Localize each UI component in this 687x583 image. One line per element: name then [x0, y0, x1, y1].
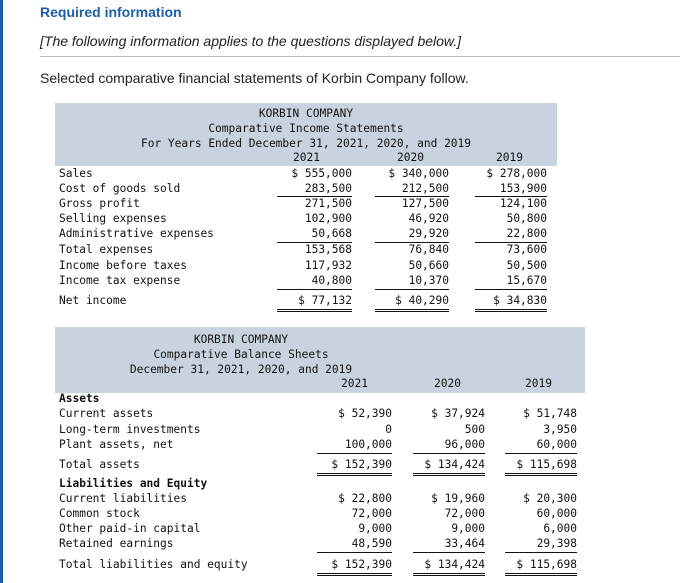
value-2020: $ 340,000 — [388, 167, 449, 180]
value-2021: $ 77,132 — [298, 294, 352, 307]
row-label: Cost of goods sold — [59, 182, 181, 195]
value-2019: 15,670 — [506, 274, 547, 287]
income-period: For Years Ended December 31, 2021, 2020, and 2019 — [140, 137, 472, 150]
intro-text: Selected comparative financial statements of Korbin Company follow. — [40, 70, 469, 86]
value-2020: 212,500 — [401, 182, 449, 195]
balance-company-name: KORBIN COMPANY — [193, 333, 289, 346]
underline — [375, 289, 449, 290]
value-2021: 153,568 — [304, 243, 352, 256]
value-2019: 124,100 — [499, 197, 547, 210]
income-year-2019: 2019 — [496, 151, 523, 164]
value-2020: 72,000 — [444, 507, 485, 520]
double-underline — [277, 309, 352, 310]
value-2020: $ 40,290 — [395, 294, 449, 307]
value-2019: $ 115,698 — [516, 458, 577, 471]
underline — [505, 552, 577, 553]
balance-sheet — [55, 327, 585, 579]
double-underline — [505, 573, 577, 574]
income-statement-title: Comparative Income Statements — [208, 122, 404, 135]
value-2019: $ 20,300 — [523, 492, 577, 505]
double-underline — [505, 575, 577, 576]
value-2019: 153,900 — [499, 182, 547, 195]
row-label: Sales — [59, 167, 93, 180]
value-2020: 9,000 — [451, 522, 485, 535]
value-2020: 33,464 — [444, 537, 485, 550]
double-underline — [375, 311, 449, 312]
value-2021: 100,000 — [344, 438, 392, 451]
left-accent-rule — [0, 0, 3, 583]
required-information-title: Required information — [40, 4, 182, 20]
double-underline — [413, 473, 485, 474]
row-label: Income before taxes — [59, 259, 187, 272]
underline — [317, 453, 392, 454]
value-2021: $ 52,390 — [338, 407, 392, 420]
double-underline — [317, 475, 392, 476]
value-2021: 48,590 — [351, 537, 392, 550]
row-label: Total expenses — [59, 243, 154, 256]
balance-period: December 31, 2021, 2020, and 2019 — [129, 363, 353, 376]
value-2019: 3,950 — [543, 423, 577, 436]
row-label: Plant assets, net — [59, 438, 174, 451]
header-divider — [40, 56, 680, 57]
value-2021: 0 — [385, 423, 392, 436]
double-underline — [505, 475, 577, 476]
value-2020: $ 19,960 — [431, 492, 485, 505]
value-2020: $ 37,924 — [431, 407, 485, 420]
value-2019: 6,000 — [543, 522, 577, 535]
underline — [317, 552, 392, 553]
row-label: Net income — [59, 294, 127, 307]
row-label: Current assets — [59, 407, 154, 420]
value-2020: 76,840 — [408, 243, 449, 256]
applies-note: [The following information applies to the questions displayed below.] — [40, 33, 462, 49]
value-2019: $ 278,000 — [486, 167, 547, 180]
row-label: Total assets — [59, 458, 140, 471]
double-underline — [413, 475, 485, 476]
balance-year-2019: 2019 — [525, 377, 552, 390]
balance-sheet-title: Comparative Balance Sheets — [153, 348, 329, 361]
income-company-name: KORBIN COMPANY — [258, 107, 354, 120]
income-statement — [55, 103, 557, 313]
double-underline — [505, 473, 577, 474]
value-2020: 50,660 — [408, 259, 449, 272]
value-2020: 127,500 — [401, 197, 449, 210]
income-year-2021: 2021 — [293, 151, 320, 164]
double-underline — [375, 309, 449, 310]
value-2019: 50,500 — [506, 259, 547, 272]
liabilities-equity-heading: Liabilities and Equity — [59, 477, 208, 490]
value-2021: $ 152,390 — [331, 458, 392, 471]
double-underline — [317, 573, 392, 574]
double-underline — [475, 311, 547, 312]
value-2020: 96,000 — [444, 438, 485, 451]
value-2021: 72,000 — [351, 507, 392, 520]
value-2021: $ 22,800 — [338, 492, 392, 505]
row-label: Common stock — [59, 507, 140, 520]
value-2019: $ 115,698 — [516, 558, 577, 571]
value-2021: 9,000 — [358, 522, 392, 535]
row-label: Other paid-in capital — [59, 522, 201, 535]
assets-heading: Assets — [59, 392, 100, 405]
row-label: Total liabilities and equity — [59, 558, 248, 571]
double-underline — [317, 473, 392, 474]
underline — [413, 453, 485, 454]
value-2020: 500 — [464, 423, 485, 436]
underline — [505, 453, 577, 454]
income-year-2020: 2020 — [397, 151, 424, 164]
value-2019: 73,600 — [506, 243, 547, 256]
value-2021: $ 555,000 — [291, 167, 352, 180]
value-2021: 102,900 — [304, 212, 352, 225]
underline — [413, 552, 485, 553]
row-label: Current liabilities — [59, 492, 187, 505]
value-2019: 60,000 — [536, 438, 577, 451]
balance-year-2020: 2020 — [434, 377, 461, 390]
row-label: Income tax expense — [59, 274, 181, 287]
value-2019: $ 51,748 — [523, 407, 577, 420]
row-label: Retained earnings — [59, 537, 174, 550]
value-2019: 29,398 — [536, 537, 577, 550]
row-label: Administrative expenses — [59, 227, 214, 240]
underline — [277, 289, 352, 290]
value-2020: 29,920 — [408, 227, 449, 240]
value-2019: 50,800 — [506, 212, 547, 225]
value-2021: 40,800 — [311, 274, 352, 287]
row-label: Long-term investments — [59, 423, 201, 436]
value-2019: $ 34,830 — [493, 294, 547, 307]
row-label: Gross profit — [59, 197, 140, 210]
value-2020: $ 134,424 — [424, 558, 485, 571]
double-underline — [317, 575, 392, 576]
value-2021: 271,500 — [304, 197, 352, 210]
double-underline — [413, 573, 485, 574]
value-2020: 10,370 — [408, 274, 449, 287]
value-2021: 283,500 — [304, 182, 352, 195]
value-2020: 46,920 — [408, 212, 449, 225]
value-2020: $ 134,424 — [424, 458, 485, 471]
double-underline — [475, 309, 547, 310]
value-2019: 22,800 — [506, 227, 547, 240]
underline — [475, 289, 547, 290]
row-label: Selling expenses — [59, 212, 167, 225]
balance-year-2021: 2021 — [341, 377, 368, 390]
double-underline — [413, 575, 485, 576]
double-underline — [277, 311, 352, 312]
value-2021: 117,932 — [304, 259, 352, 272]
value-2019: 60,000 — [536, 507, 577, 520]
value-2021: 50,668 — [311, 227, 352, 240]
value-2021: $ 152,390 — [331, 558, 392, 571]
